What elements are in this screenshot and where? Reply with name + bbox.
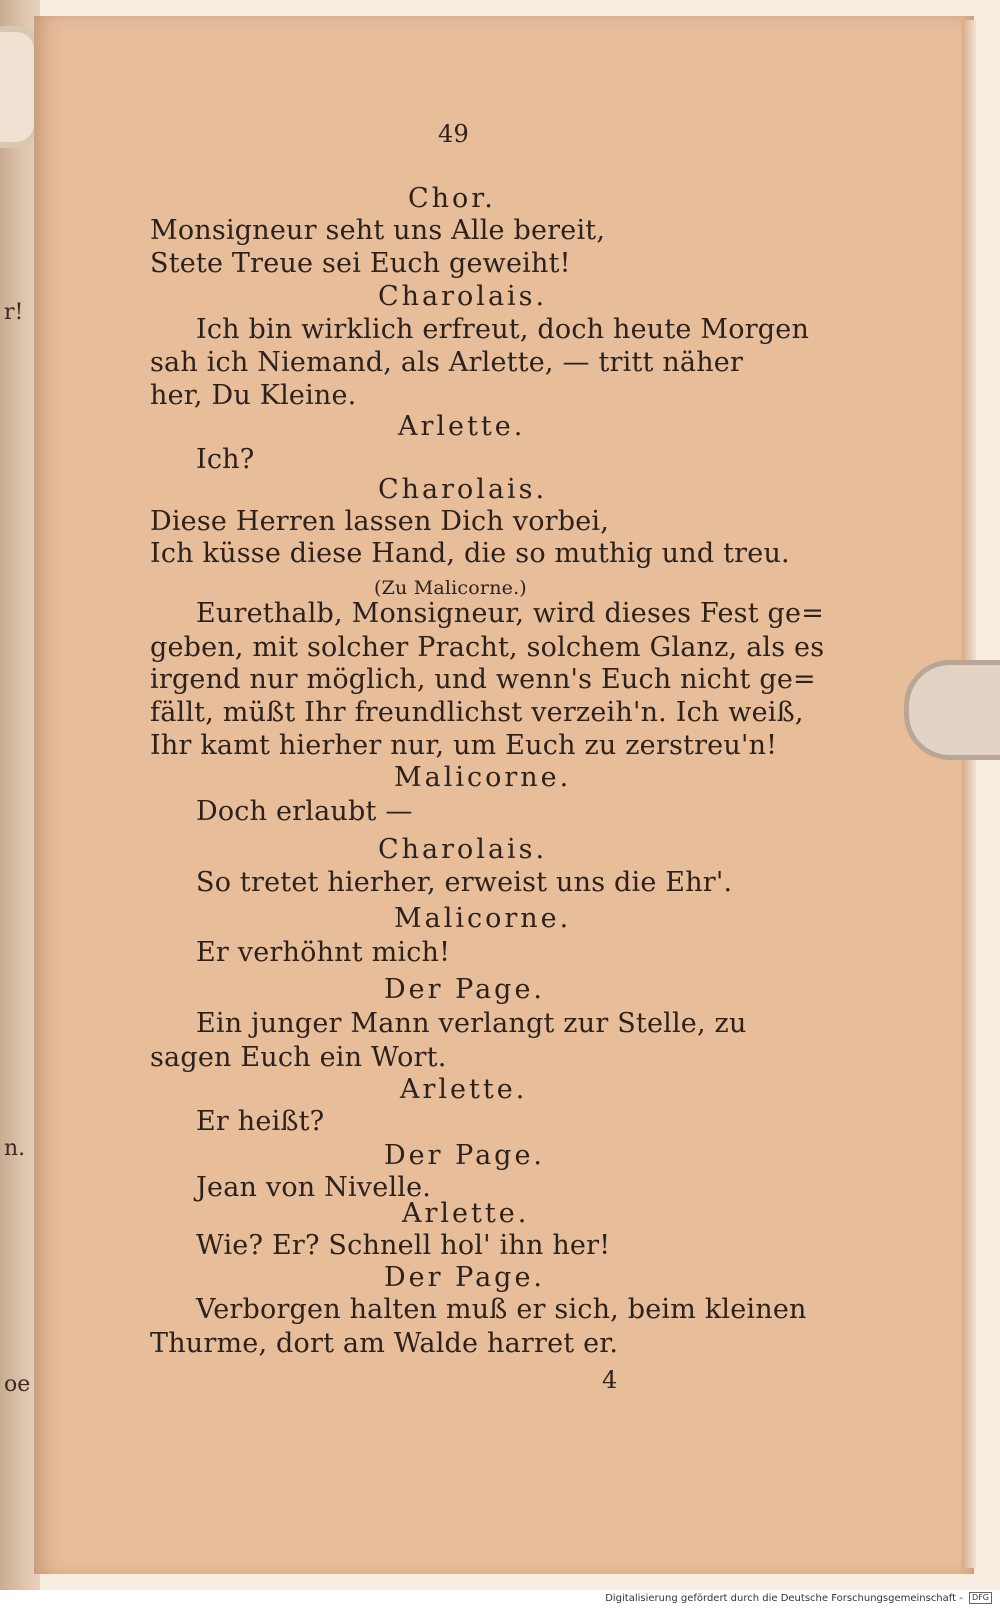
text-line: Wie? Er? Schnell hol' ihn her! [196,1230,611,1261]
text-line: Ein junger Mann verlangt zur Stelle, zu [196,1008,747,1039]
speaker-name: Charolais. [378,834,548,865]
margin-fragment: n. [4,1136,26,1161]
speaker-name: Charolais. [378,281,548,312]
text-line: irgend nur möglich, und wenn's Euch nicht ge= [150,664,816,695]
text-line: Eurethalb, Monsigneur, wird dieses Fest ge= [196,598,825,629]
text-line: Diese Herren lassen Dich vorbei, [150,506,610,537]
page-number: 49 [438,120,469,148]
speaker-name: Der Page. [384,1140,546,1171]
speaker-name: Malicorne. [394,762,572,793]
text-line: fällt, müßt Ihr freundlichst verzeih'n. Ich weiß, [150,697,804,728]
margin-fragment: oe [4,1372,31,1397]
speaker-name: Der Page. [384,1262,546,1293]
text-line: So tretet hierher, erweist uns die Ehr'. [196,867,733,898]
stage-direction: (Zu Malicorne.) [374,577,527,599]
text-line: Thurme, dort am Walde harret er. [150,1328,619,1359]
text-line: Ich küsse diese Hand, die so muthig und treu. [150,538,790,569]
text-line: her, Du Kleine. [150,380,357,411]
speaker-name: Der Page. [384,974,546,1005]
digitization-footer [605,1590,992,1608]
text-line: Ihr kamt hierher nur, um Euch zu zerstreu'n! [150,730,778,761]
text-line: Stete Treue sei Euch geweiht! [150,248,571,279]
speaker-name: Arlette. [402,1198,530,1229]
text-line: geben, mit solcher Pracht, solchem Glanz, als es [150,632,825,663]
speaker-name: Malicorne. [394,903,572,934]
text-line: Monsigneur seht uns Alle bereit, [150,215,606,246]
speaker-name: Arlette. [400,1074,528,1105]
text-line: Doch erlaubt — [196,796,413,827]
signature-mark: 4 [602,1366,618,1394]
text-line: Jean von Nivelle. [196,1172,432,1203]
margin-fragment: r! [4,300,24,325]
text-line: Ich bin wirklich erfreut, doch heute Morgen [196,314,810,345]
text-line: Er verhöhnt mich! [196,937,451,968]
text-line: sah ich Niemand, als Arlette, — tritt näher [150,347,744,378]
footer-text: Digitalisierung gefördert durch die Deutsche Forschungsgemeinschaft - [605,1593,963,1604]
speaker-name: Chor. [408,183,496,214]
text-line: sagen Euch ein Wort. [150,1042,447,1073]
speaker-name: Arlette. [398,411,526,442]
dfg-logo: DFG [969,1592,992,1604]
text-line: Er heißt? [196,1106,325,1137]
speaker-name: Charolais. [378,474,548,505]
text-line: Ich? [196,444,255,475]
text-line: Verborgen halten muß er sich, beim kleinen [196,1294,807,1325]
